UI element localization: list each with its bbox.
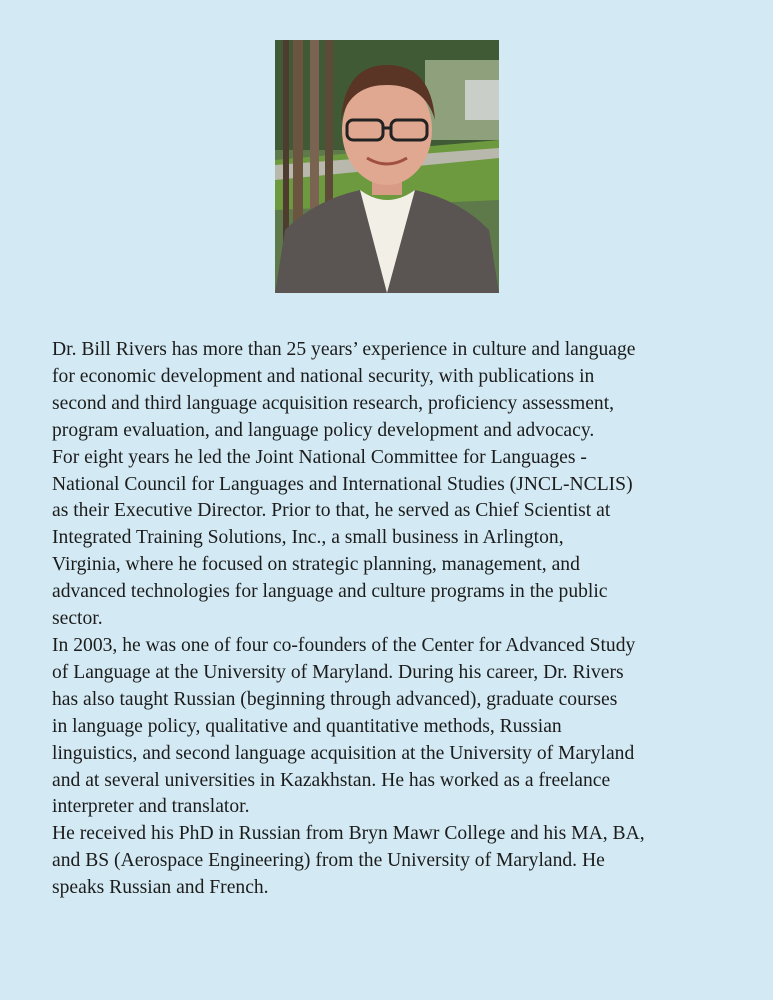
biography-text bbox=[52, 337, 752, 902]
bio-paragraph-4 bbox=[52, 821, 752, 902]
bio-line: and at several universities in Kazakhstan. He has worked as a freelance bbox=[52, 769, 611, 791]
bio-line: Integrated Training Solutions, Inc., a small business in Arlington, bbox=[52, 527, 564, 549]
bio-paragraph-2 bbox=[52, 445, 752, 633]
bio-line: sector. bbox=[52, 608, 103, 630]
bio-line: He received his PhD in Russian from Bryn Mawr College and his MA, BA, bbox=[52, 823, 645, 845]
bio-line: interpreter and translator. bbox=[52, 796, 250, 818]
bio-line: of Language at the University of Maryland. During his career, Dr. Rivers bbox=[52, 661, 624, 683]
bio-line: National Council for Languages and International Studies (JNCL-NCLIS) bbox=[52, 473, 633, 495]
bio-line: second and third language acquisition research, proficiency assessment, bbox=[52, 392, 615, 414]
bio-line: and BS (Aerospace Engineering) from the University of Maryland. He bbox=[52, 850, 605, 872]
bio-line: has also taught Russian (beginning through advanced), graduate courses bbox=[52, 688, 618, 710]
bio-line: program evaluation, and language policy development and advocacy. bbox=[52, 419, 595, 441]
bio-paragraph-3 bbox=[52, 633, 752, 821]
bio-paragraph-1 bbox=[52, 337, 752, 445]
bio-line: linguistics, and second language acquisition at the University of Maryland bbox=[52, 742, 635, 764]
bio-line: advanced technologies for language and culture programs in the public bbox=[52, 581, 608, 603]
bio-line: In 2003, he was one of four co-founders of the Center for Advanced Study bbox=[52, 634, 636, 656]
bio-line: speaks Russian and French. bbox=[52, 877, 269, 899]
bio-line: Virginia, where he focused on strategic planning, management, and bbox=[52, 554, 580, 576]
bio-line: for economic development and national security, with publications in bbox=[52, 365, 595, 387]
bio-line: Dr. Bill Rivers has more than 25 years’ experience in culture and language bbox=[52, 339, 636, 360]
bio-line: For eight years he led the Joint National Committee for Languages - bbox=[52, 446, 587, 468]
portrait-photo bbox=[275, 40, 499, 293]
bio-line: as their Executive Director. Prior to that, he served as Chief Scientist at bbox=[52, 500, 611, 522]
portrait-image bbox=[275, 40, 499, 293]
bio-line: in language policy, qualitative and quantitative methods, Russian bbox=[52, 715, 562, 737]
